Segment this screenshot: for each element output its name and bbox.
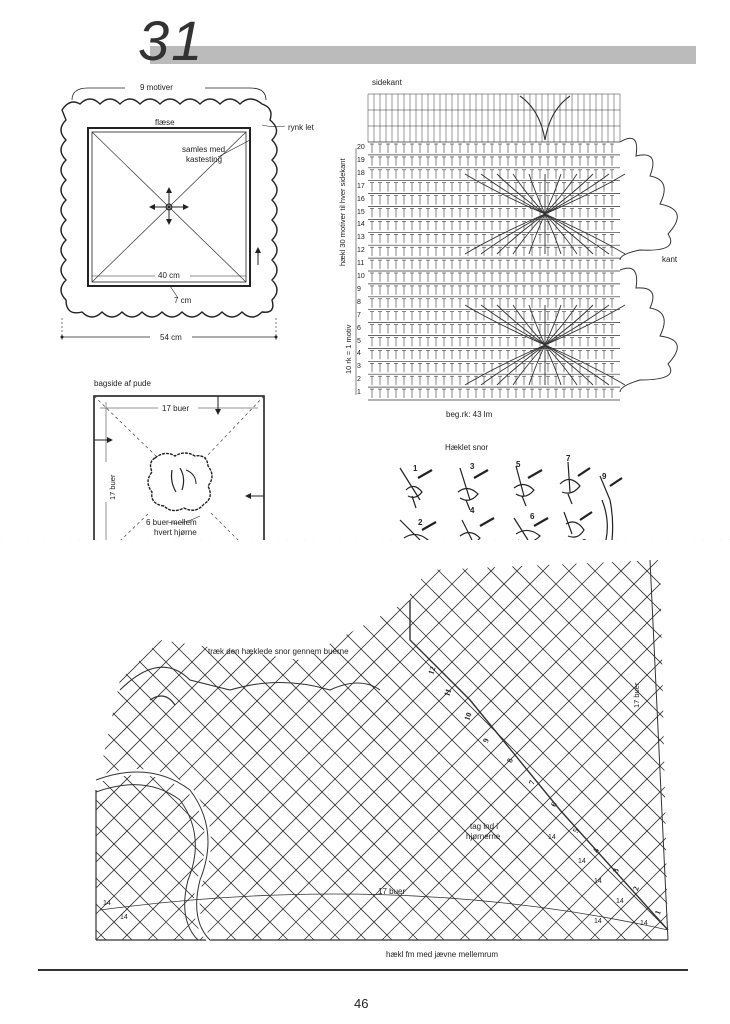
- chart-row-number: 5: [357, 337, 361, 345]
- chart-vertical-label-long: hækl 30 motiver til hver sidekant: [338, 158, 347, 266]
- back-corner-label-1: 6 buer mellem: [146, 518, 197, 527]
- join-label-2: kastesting: [186, 155, 223, 164]
- chart-row-number: 13: [357, 234, 365, 242]
- mesh-row-mark: 8: [505, 757, 515, 764]
- mesh-count-mark: 14: [120, 914, 128, 921]
- back-top-label: 17 buer: [162, 404, 190, 413]
- chart-row-number: 1: [357, 389, 361, 397]
- cord-step-3: 3: [470, 462, 475, 471]
- chart-row-number: 17: [357, 182, 365, 190]
- chart-vertical-label-short: 10 rk = 1 motiv: [344, 324, 353, 374]
- mesh-row-mark: 9: [481, 737, 491, 744]
- mesh-row-mark: 3: [611, 867, 621, 874]
- cord-step-7: 7: [566, 454, 571, 463]
- mesh-count-mark: 14: [594, 918, 602, 925]
- cord-step-2: 2: [418, 518, 423, 527]
- mesh-row-mark: 11: [442, 687, 454, 698]
- cord-step-4: 4: [470, 506, 475, 515]
- bottom-instruction: hækl fm med jævne mellemrum: [386, 950, 499, 959]
- outer-width-label: 54 cm: [160, 333, 182, 342]
- edge-label: kant: [662, 255, 678, 264]
- join-label-1: samles med: [182, 145, 226, 154]
- arc-count-right: 17 buer: [632, 682, 641, 708]
- chart-row-number: 9: [357, 285, 361, 293]
- footer-rule: [38, 969, 688, 971]
- corner-label-2: hjørnerne: [466, 832, 501, 841]
- side-edge-label: sidekant: [372, 78, 402, 87]
- chart-row-number: 16: [357, 195, 365, 203]
- chart-row-number: 18: [357, 169, 365, 177]
- cord-step-6: 6: [530, 512, 535, 521]
- chart-row-number: 15: [357, 208, 365, 216]
- chart-row-number: 20: [357, 144, 365, 151]
- chart-row-number: 11: [357, 260, 365, 268]
- mesh-count-mark: 14: [103, 900, 111, 907]
- cord-step-5: 5: [516, 460, 521, 469]
- chart-row-number: 4: [357, 350, 361, 358]
- chart-row-number: 10: [357, 273, 365, 280]
- pattern-number: 31: [138, 9, 205, 72]
- cord-step-9: 9: [602, 472, 607, 481]
- chart-row-number: 7: [357, 311, 361, 319]
- mesh-row-mark: 5: [571, 827, 581, 834]
- back-title: bagside af pude: [94, 379, 151, 388]
- mesh-count-mark: 14: [578, 858, 586, 865]
- chart-row-number: 19: [357, 156, 365, 164]
- thread-label: træk den hæklede snor gennem buerne: [208, 647, 349, 656]
- chart-row-number: 2: [357, 376, 361, 384]
- ruffle-label: flæse: [155, 118, 175, 127]
- motifs-label: 9 motiver: [140, 83, 173, 92]
- chart-row-number: 3: [357, 363, 361, 371]
- chart-row-number: 8: [357, 298, 361, 306]
- start-row-label: beg.rk: 43 lm: [446, 410, 493, 419]
- inner-width-label: 40 cm: [158, 271, 180, 280]
- back-left-label: 17 buer: [108, 474, 117, 500]
- back-corner-label-2: hvert hjørne: [154, 528, 197, 537]
- mesh-count-mark: 14: [640, 920, 648, 927]
- mesh-row-mark: 6: [549, 801, 559, 808]
- mesh-count-mark: 14: [548, 834, 556, 841]
- arc-count-bottom: 17 buer: [378, 887, 406, 896]
- mesh-row-mark: 10: [462, 711, 474, 722]
- chart-row-number: 6: [357, 324, 361, 332]
- cord-step-1: 1: [413, 464, 418, 473]
- chart-row-number: 12: [357, 247, 365, 255]
- corner-label-1: tag ind i: [470, 822, 499, 831]
- mesh-count-mark: 14: [616, 898, 624, 905]
- page-number: 46: [354, 996, 369, 1011]
- chart-row-number: 14: [357, 221, 365, 229]
- cord-title: Hæklet snor: [445, 443, 489, 452]
- mesh-row-mark: 12: [426, 665, 438, 676]
- mesh-row-mark: 4: [591, 847, 601, 854]
- mesh-row-mark: 1: [653, 909, 663, 916]
- ruffle-depth-label: 7 cm: [174, 296, 192, 305]
- mesh-row-mark: 2: [631, 885, 641, 892]
- mesh-row-mark: 7: [527, 779, 537, 786]
- gather-label: rynk let: [288, 123, 314, 132]
- mesh-count-mark: 14: [594, 878, 602, 885]
